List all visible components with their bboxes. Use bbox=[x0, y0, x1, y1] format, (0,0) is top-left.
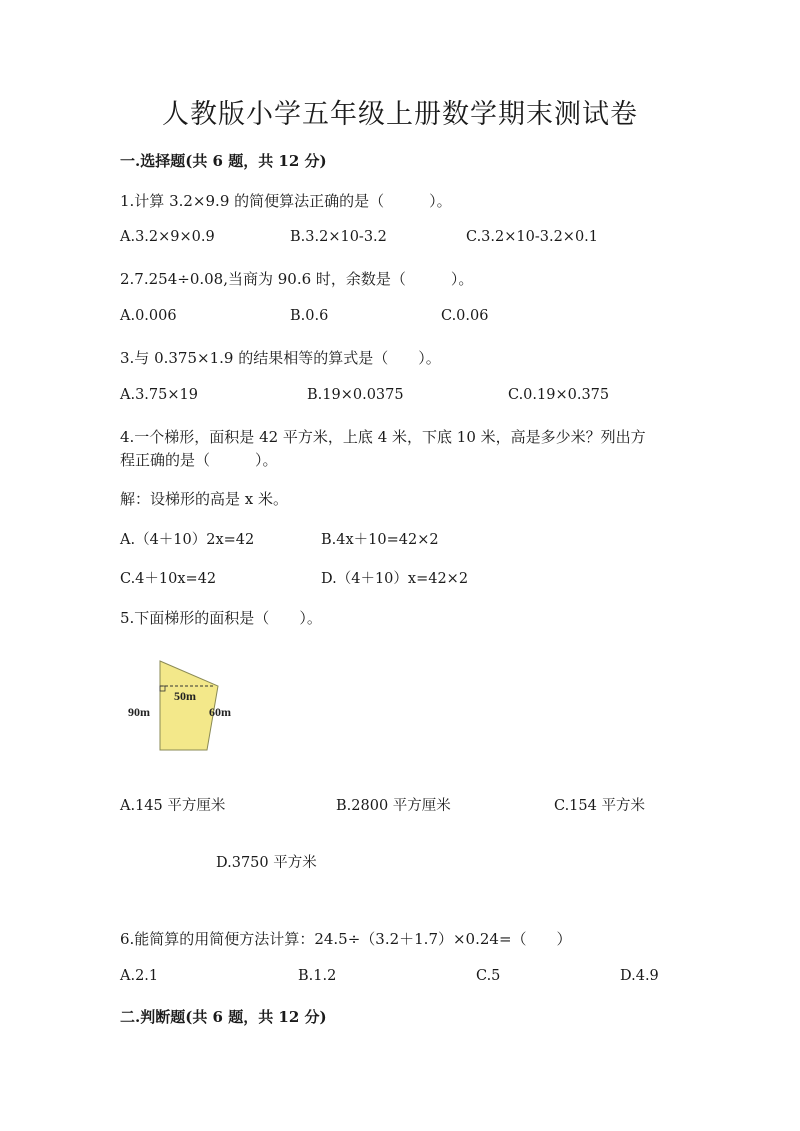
question-4-stem-line-1: 4.一个梯形，面积是 42 平方米，上底 4 米，下底 10 米，高是多少米？列出方 bbox=[120, 428, 646, 446]
question-2-option-c: C.0.06 bbox=[441, 308, 489, 324]
question-4-note: 解：设梯形的高是 x 米。 bbox=[120, 490, 288, 508]
question-6-option-d: D.4.9 bbox=[620, 968, 659, 984]
question-4-stem-line-2: 程正确的是（ ）。 bbox=[120, 451, 278, 469]
question-5-option-d: D.3750 平方米 bbox=[216, 855, 317, 871]
question-1-option-a: A.3.2×9×0.9 bbox=[120, 229, 215, 245]
trapezoid-figure bbox=[125, 658, 240, 754]
question-1-option-b: B.3.2×10-3.2 bbox=[290, 229, 387, 245]
label-50m: 50m bbox=[174, 689, 196, 703]
question-2-stem: 2.7.254÷0.08,当商为 90.6 时，余数是（ ）。 bbox=[120, 270, 474, 288]
page-title: 人教版小学五年级上册数学期末测试卷 bbox=[162, 99, 638, 130]
question-5-option-a: A.145 平方厘米 bbox=[120, 798, 226, 814]
question-3-option-b: B.19×0.0375 bbox=[307, 387, 404, 403]
trapezoid-diagram bbox=[125, 658, 240, 754]
question-5-option-b: B.2800 平方厘米 bbox=[336, 798, 451, 814]
question-1-stem: 1.计算 3.2×9.9 的简便算法正确的是（ ）。 bbox=[120, 192, 452, 210]
section-heading-choice: 一.选择题(共 6 题，共 12 分) bbox=[120, 152, 327, 170]
section-heading-judgment: 二.判断题(共 6 题，共 12 分) bbox=[120, 1008, 327, 1026]
question-5-stem: 5.下面梯形的面积是（ ）。 bbox=[120, 609, 322, 627]
question-1-option-c: C.3.2×10-3.2×0.1 bbox=[466, 229, 599, 245]
question-5-option-c: C.154 平方米 bbox=[554, 798, 645, 814]
question-2-option-b: B.0.6 bbox=[290, 308, 329, 324]
question-4-option-a: A.（4＋10）2x=42 bbox=[120, 532, 255, 548]
question-6-stem: 6.能简算的用简便方法计算：24.5÷（3.2＋1.7）×0.24=（ ） bbox=[120, 930, 572, 948]
question-6-option-b: B.1.2 bbox=[298, 968, 337, 984]
question-4-option-c: C.4＋10x=42 bbox=[120, 571, 217, 587]
question-2-option-a: A.0.006 bbox=[120, 308, 177, 324]
question-3-option-c: C.0.19×0.375 bbox=[508, 387, 610, 403]
question-3-option-a: A.3.75×19 bbox=[120, 387, 198, 403]
question-6-option-c: C.5 bbox=[476, 968, 501, 984]
label-60m: 60m bbox=[209, 705, 231, 719]
label-90m: 90m bbox=[128, 705, 150, 719]
question-6-option-a: A.2.1 bbox=[120, 968, 159, 984]
question-4-option-b: B.4x＋10=42×2 bbox=[321, 532, 439, 548]
question-4-option-d: D.（4＋10）x=42×2 bbox=[321, 571, 469, 587]
question-3-stem: 3.与 0.375×1.9 的结果相等的算式是（ ）。 bbox=[120, 349, 441, 367]
